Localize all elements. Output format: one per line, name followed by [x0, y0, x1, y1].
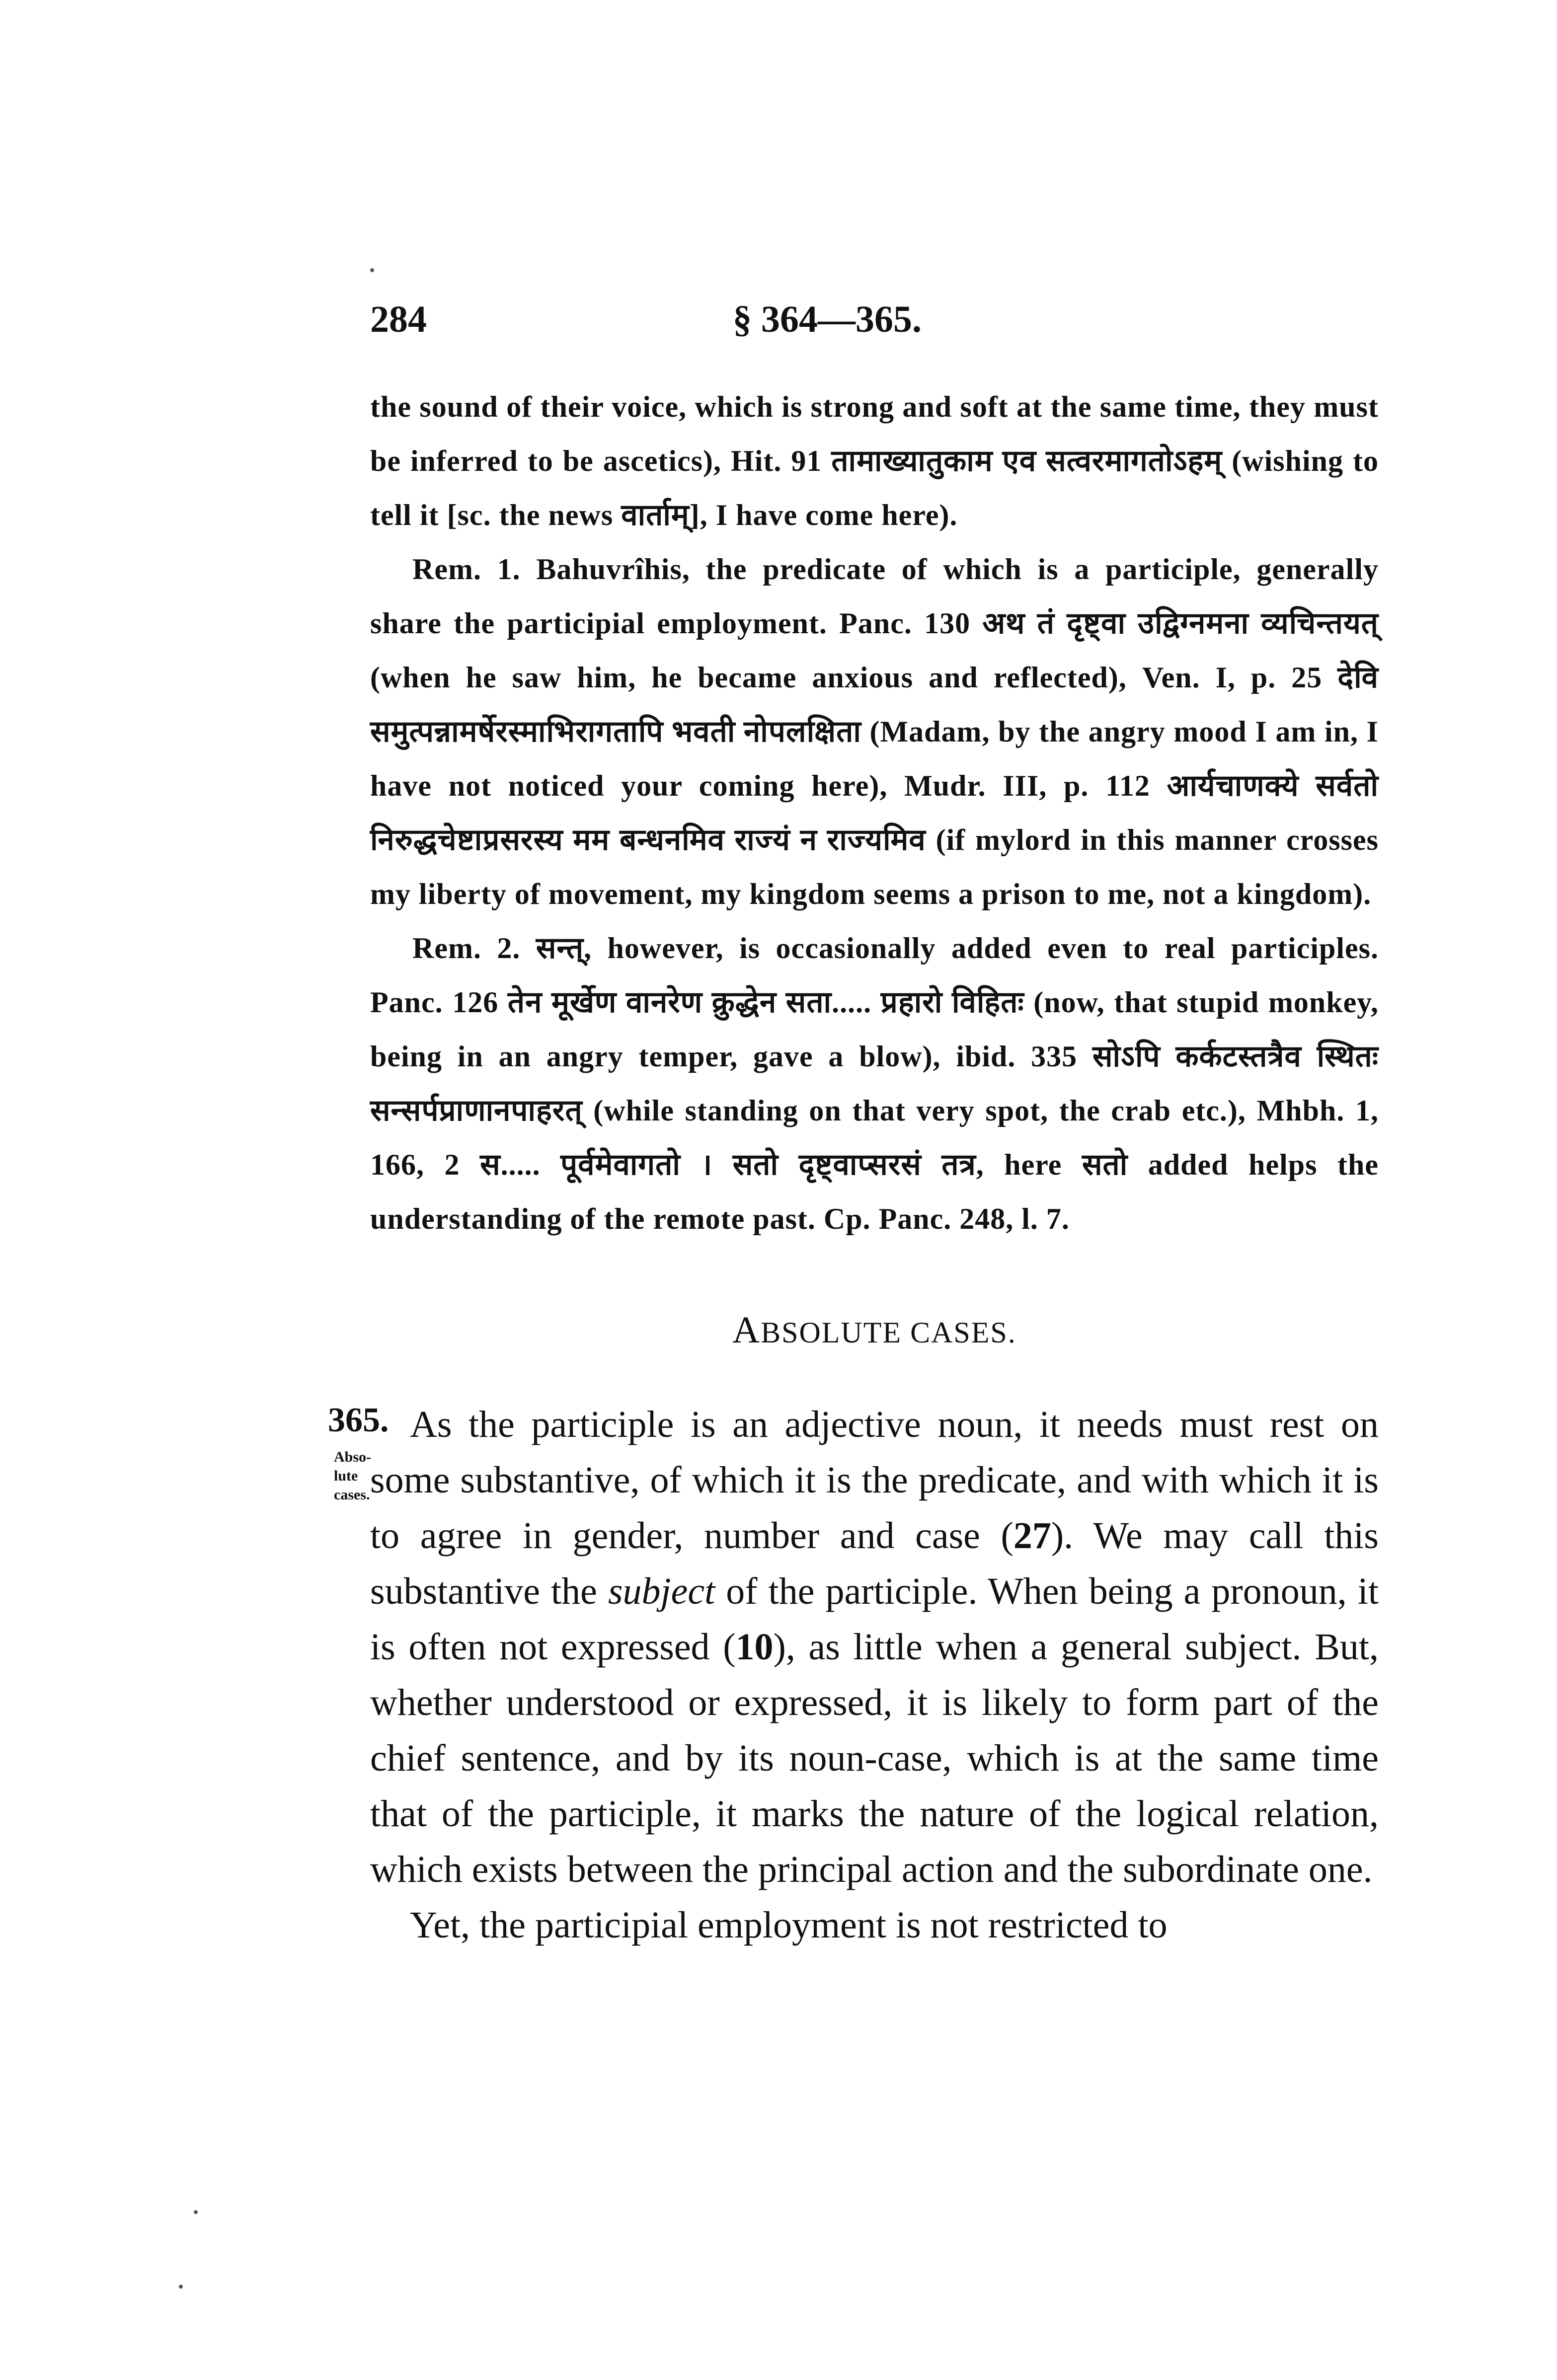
- text-run: As the participle is an adjective noun, it needs must rest on some substantive, of which it is the predicate, and with which it is to agree in gender, number and case (: [370, 1404, 1379, 1557]
- speck: [179, 2285, 183, 2289]
- page-header: [370, 298, 1379, 343]
- speck: [370, 268, 374, 272]
- remark-1: Rem. 1. Bahuvrîhis, the predicate of which is a participle, generally share the participial employment. Panc. 130 अथ तं दृष्ट्वा उद्विग्नमना व्यचिन्तयत् (when he saw him, he became anxious and reflected), Ven. I, p. 25 देवि समुत्पन्नामर्षेरस्माभिरागतापि भवती नोपलक्षिता (Madam, by the angry mood I am in, I have not noticed your coming here), Mudr. III, p. 112 आर्यचाणक्ये सर्वतो निरुद्धचेष्टाप्रसरस्य मम बन्धनमिव राज्यं न राज्यमिव (if mylord in this manner crosses my liberty of movement, my kingdom seems a prison to me, not a kingdom).: [370, 553, 1379, 910]
- remark-2: Rem. 2. सन्त्, however, is occasionally added even to real participles. Panc. 126 तेन मूर्खेण वानरेण क्रुद्धेन सता..... प्रहारो विहितः (now, that stupid monkey, being in an angry temper, gave a blow), ibid. 335 सोऽपि कर्कटस्तत्रैव स्थितः सन्सर्पप्राणानपाहरत् (while standing on that very spot, the crab etc.), Mhbh. 1, 166, 2 स..... पूर्वमेवागतो । सतो दृष्ट्वाप्सरसं तत्र, here सतो added helps the understanding of the remote past. Cp. Panc. 248, l. 7.: [370, 932, 1379, 1235]
- reference-10: 10: [735, 1626, 774, 1668]
- speck: [194, 2210, 198, 2214]
- section-range: § 364—365.: [733, 298, 922, 340]
- subject-term: subject: [608, 1570, 715, 1612]
- section-heading-initial: A: [732, 1309, 761, 1351]
- section-heading-rest: BSOLUTE CASES.: [761, 1316, 1016, 1349]
- text-run: ), as little when a general subject. But, whether understood or expressed, it is likely to form part of the chief sentence, and by its noun-case, which is at the same time that of the participle, it marks the nature of the logical relation, which exists between the principal action and the subordinate one.: [370, 1626, 1379, 1890]
- paragraph-number: 365.: [328, 1401, 389, 1439]
- main-text-block: [370, 1397, 1379, 1953]
- main-paragraph-2: Yet, the participial employment is not restricted to: [410, 1904, 1168, 1946]
- text-run: of the participle. When being a pronoun, it is often not expressed (: [370, 1570, 1379, 1668]
- text-run: ). We may call this substantive the: [370, 1515, 1379, 1612]
- margin-note: Abso- lute cases.: [334, 1449, 372, 1503]
- reference-27: 27: [1013, 1515, 1051, 1557]
- continued-text-block: [370, 380, 1379, 1246]
- main-paragraph-1: [370, 1397, 1379, 1897]
- continued-paragraph: the sound of their voice, which is strong and soft at the same time, they must be inferred to be ascetics), Hit. 91 तामाख्यातुकाम एव सत्वरमागतोऽहम् (wishing to tell it [sc. the news वार्ताम्], I have come here).: [370, 390, 1379, 531]
- section-heading: [370, 1309, 1379, 1352]
- page-number: 284: [370, 298, 427, 340]
